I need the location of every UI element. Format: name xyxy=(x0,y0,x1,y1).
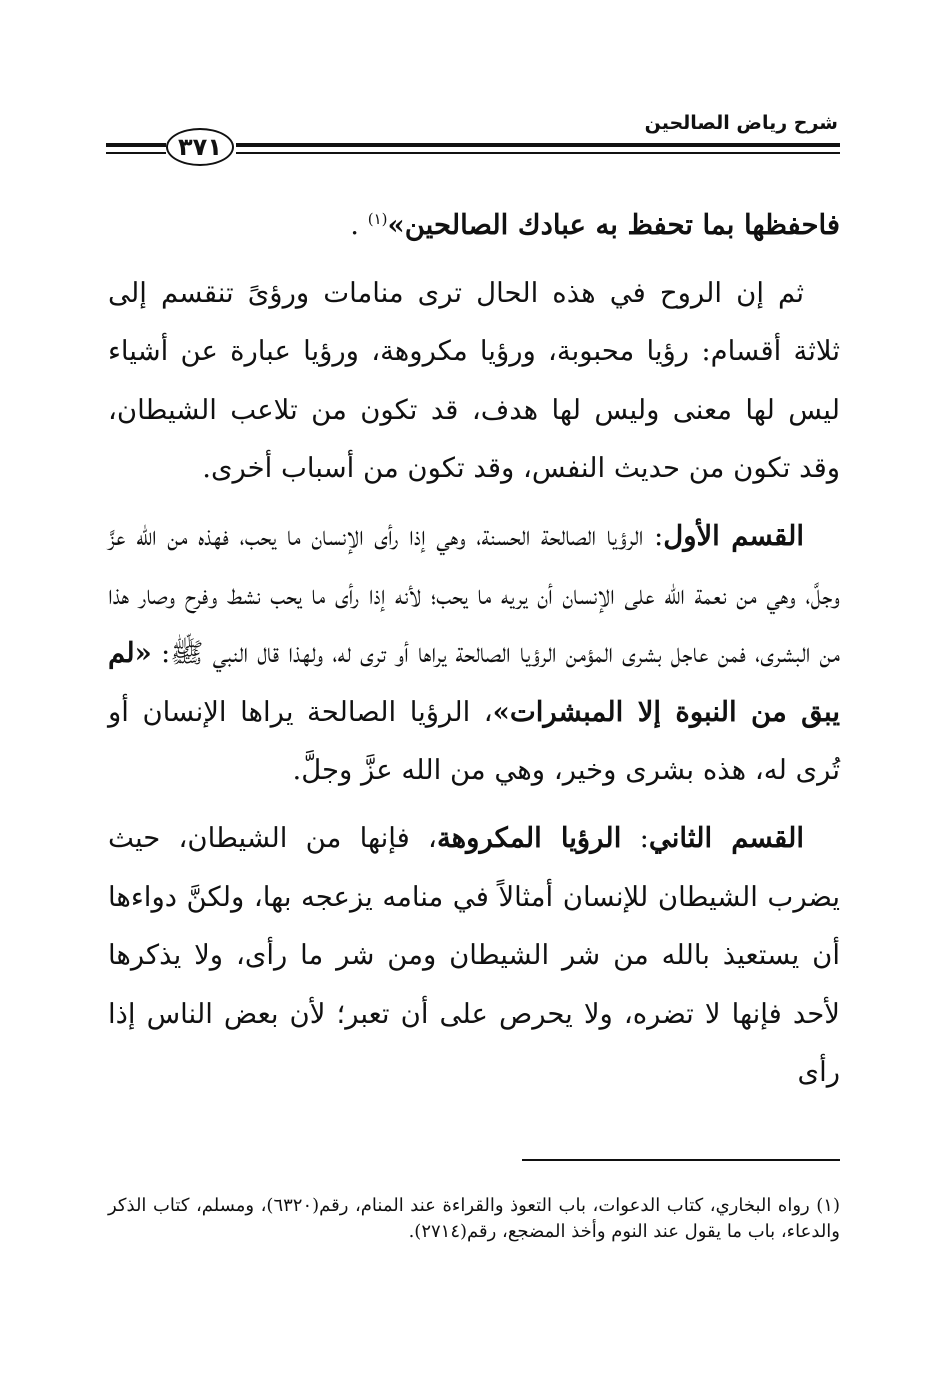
running-title: شرح رياض الصالحين xyxy=(644,112,838,134)
section-heading-first: القسم الأول xyxy=(663,519,804,552)
paragraph-second-section xyxy=(108,809,840,1102)
sentence-end: . xyxy=(350,209,368,241)
section-heading-second: القسم الثاني xyxy=(648,821,804,854)
paragraph-hadith-end xyxy=(108,196,840,255)
second-section-text: ، فإنها من الشيطان، حيث يضرب الشيطان للإنسان أمثالاً في منامه يزعجه بها، ولكنَّ دواءها أن يستعيذ بالله من شر الشيطان ومن شر ما رأى، ولا يذكرها لأحد فإنها لا تضره، ولا يحرص على أن تعبر؛ لأن بعض الناس إذا رأى xyxy=(108,821,840,1089)
footnote-rule xyxy=(522,1159,840,1161)
header-rule-left xyxy=(106,143,166,154)
page-number: ٣٧١ xyxy=(166,128,234,166)
footnote-1: (١) رواه البخاري، كتاب الدعوات، باب التعوذ والقراءة عند المنام، رقم(٦٣٢٠)، ومسلم، كتاب الذكر والدعاء، باب ما يقول عند النوم وأخذ المضجع، رقم(٢٧١٤). xyxy=(108,1195,840,1242)
footnote-ref: (١) xyxy=(367,209,388,228)
prophetic-quote: «لم يبق من النبوة إلا المبشرات» xyxy=(108,637,840,728)
hadith-text: فاحفظها بما تحفظ به عبادك الصالحين» xyxy=(387,209,840,241)
paragraph-intro: ثم إن الروح في هذه الحال ترى منامات ورؤىً تنقسم إلى ثلاثة أقسام: رؤيا محبوبة، ورؤيا مكروهة، ورؤيا عبارة عن أشياء ليس لها معنى وليس لها هدف، قد تكون من تلاعب الشيطان، وقد تكون من حديث النفس، وقد تكون من أسباب أخرى. xyxy=(108,276,840,485)
header-rule-right xyxy=(236,143,840,154)
first-section-text: : الرؤيا الصالحة الحسنة، وهي إذا رأى الإنسان ما يحب، فهذه من الله عزَّ وجلَّ، وهي من نعمة الله على الإنسان أن يريه ما يحب؛ لأنه إذا رأى ما يحب نشط وفرح وصار هذا من البشرى، فمن عاجل بشرى المؤمن الرؤيا الصالحة يراها أو ترى له، ولهذا قال النبي ﷺ: xyxy=(108,519,840,670)
paragraph-first-section xyxy=(108,507,840,800)
main-text xyxy=(108,196,840,1111)
first-section-text-end: ، الرؤيا الصالحة يراها الإنسان أو تُرى له، هذه بشرى وخير، وهي من الله عزَّ وجلَّ. xyxy=(108,695,840,787)
footnotes xyxy=(108,1193,840,1245)
second-section-title: الرؤيا المكروهة xyxy=(436,821,622,854)
separator: : xyxy=(621,821,649,854)
